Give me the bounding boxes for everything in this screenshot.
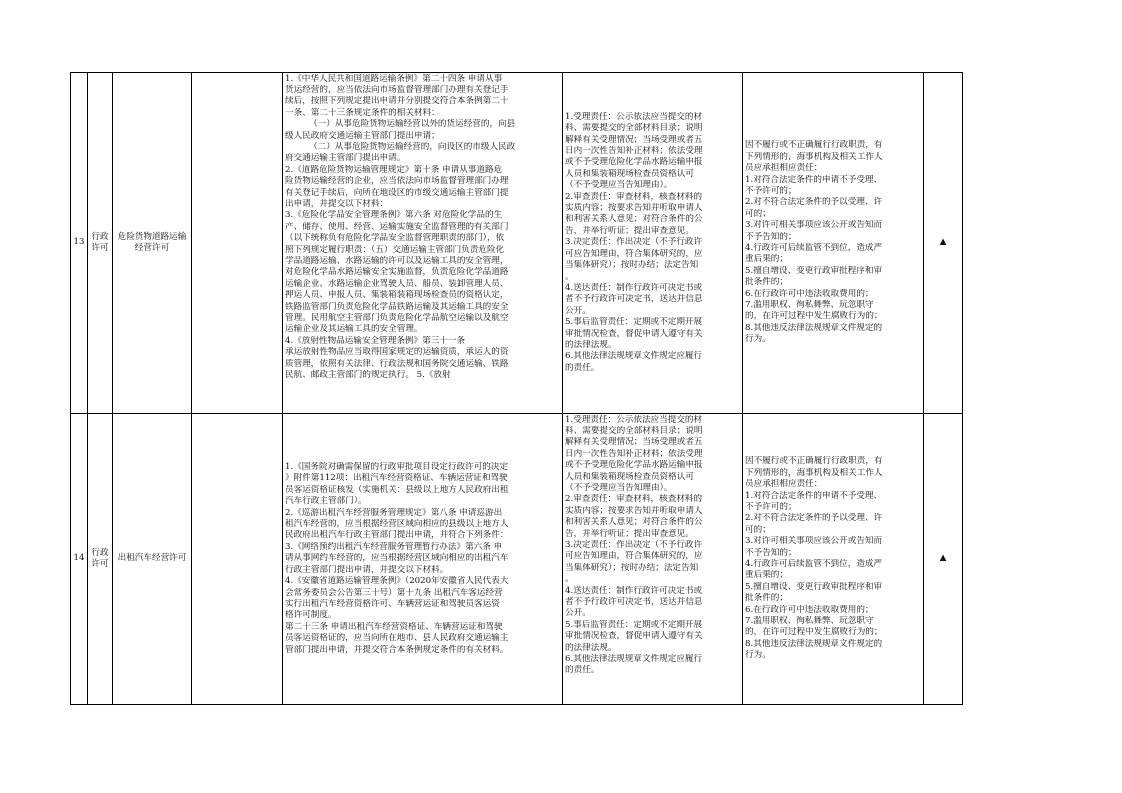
text-line: 员应承担相应责任： [745, 479, 823, 490]
text-line: 8.其他违反法律法规规章文件规定的 [745, 322, 883, 333]
text-line: 实行出租汽车经营资格许可、车辆营运证和驾驶员客运资 [285, 598, 500, 609]
text-line: 告，并举行听证；提出审查意见。 [565, 225, 694, 236]
permit-name: 出租汽车经营许可 [113, 414, 192, 705]
text-line: （以下统称负有危险化学品安全监督管理职责的部门），依 [285, 233, 505, 244]
text-line: 人员和集装箱现场检查员资格认可 [565, 168, 694, 179]
text-line: 运输企业、水路运输企业驾驶人员、船员、装卸管理人员、 [285, 278, 509, 289]
empty-cell [192, 414, 283, 705]
text-line: 重后果的； [745, 570, 788, 581]
accountability-lines [745, 140, 921, 345]
text-line: 1.《中华人民共和国道路运输条例》第二十四条 申请从事 [285, 73, 503, 84]
text-line: 1.受理责任：公示依法应当提交的材 [565, 414, 703, 425]
text-line: 公开。 [565, 608, 591, 619]
accountability-lines [745, 456, 921, 661]
text-line: 3.《网络预约出租汽车经营服务管理暂行办法》第六条 申 [285, 541, 503, 552]
permit-name: 危险货物道路运输经营许可 [113, 73, 192, 414]
text-line: 的，在许可过程中发生腐败行为的； [745, 311, 883, 322]
text-line: 押运人员、申报人员、集装箱装箱现场检查员的资格认定， [285, 290, 509, 301]
text-line: 照下列规定履行职责：（五）交通运输主管部门负责危险化 [285, 244, 505, 255]
text-line: 4.行政许可后续监管不到位，造成严 [745, 559, 883, 569]
text-line: 险货物运输经营的企业，应当依法向市场监督管理部门办理 [285, 176, 509, 187]
responsibility-items [563, 414, 743, 705]
text-line: 管部门提出申请，并提交符合本条例规定条件的有关材料。 [285, 644, 509, 655]
text-line: 格许可制度。 [285, 610, 337, 621]
table-row [71, 73, 963, 414]
accountability-items [743, 414, 924, 705]
text-line: 有关登记手续后，向所在地设区的市级交通运输主管部门提 [285, 187, 509, 198]
text-line: 日内一次性告知补正材料；依法受理 [565, 146, 703, 157]
legal-basis [283, 414, 563, 705]
text-line: 租汽车经营的，应当根据经营区域向相应的县级以上地方人 [285, 519, 509, 530]
text-line: 者不予行政许可决定书，送达并信息 [565, 597, 703, 607]
text-line: 不予告知的； [745, 547, 797, 558]
triangle-mark-icon: ▲ [924, 414, 963, 705]
text-line: 6.在行政许可中违法收取费用的； [745, 604, 874, 615]
permit-type: 行政许可 [88, 73, 113, 414]
text-line: 3.决定责任：作出决定（不予行政许 [565, 237, 703, 248]
legal-basis [283, 73, 563, 414]
text-line: 人员和集装箱现场检查员资格认可 [565, 471, 694, 482]
text-line: 民航、邮政主管部门的规定执行。 5.《放射 [285, 370, 451, 381]
text-line: 因不履行或不正确履行行政职责，有 [745, 456, 883, 467]
legal-basis-lines [285, 74, 560, 413]
text-line: 可应告知理由，符合集体研究的，应 [565, 248, 703, 259]
text-line: 续后，按照下列规定提出申请并分别提交符合本条例第二十 [285, 96, 509, 107]
text-line: 府交通运输主管部门提出申请。 [285, 153, 406, 164]
text-line: 2.《道路危险货物运输管理规定》第十条 申请从事道路危 [285, 164, 503, 175]
text-line: 重后果的； [745, 254, 788, 265]
text-line: 员应承担相应责任： [745, 163, 823, 174]
text-line: 级人民政府交通运输主管部门提出申请； [285, 130, 440, 141]
text-line: 告，并举行听证；提出审查意见。 [565, 528, 694, 539]
row-number: 14 [71, 414, 88, 705]
text-line: 学品道路运输、水路运输的许可以及运输工具的安全管理， [285, 256, 509, 266]
table-row [71, 414, 963, 705]
text-line: 批条件的； [745, 593, 788, 604]
text-line: 行政主管部门提出申请，并提交以下材料。 [285, 564, 449, 575]
text-line: 。 [565, 574, 574, 585]
text-line: 或不予受理危险化学品水路运输申报 [565, 460, 703, 471]
text-line: 一条、第二十三条规定条件的相关材料： [285, 107, 440, 118]
text-line: 5.擅自增设、变更行政审批程序和审 [745, 265, 883, 276]
empty-cell [192, 73, 283, 414]
text-line: 可的； [745, 208, 771, 219]
text-line: 料、需要提交的全部材料目录；说明 [565, 425, 703, 436]
text-line: 可的； [745, 524, 771, 535]
text-line: 3.决定责任：作出决定（不予行政许 [565, 539, 703, 550]
text-line: 汽车行政主管部门）。 [285, 496, 367, 507]
text-line: 1.对符合法定条件的申请不予受理、 [745, 174, 883, 185]
text-line: 员客运资格证的，应当向所在地市、县人民政府交通运输主 [285, 633, 509, 644]
text-line: 行为。 [745, 650, 771, 661]
text-line: 和利害关系人意见；对符合条件的公 [565, 517, 703, 528]
text-line: 不予许可的； [745, 501, 797, 512]
text-line: 4.行政许可后续监管不到位，造成严 [745, 243, 883, 253]
text-line: 行为。 [745, 334, 771, 345]
text-line: 8.其他违反法律法规规章文件规定的 [745, 638, 883, 649]
text-line: 或不予受理危险化学品水路运输申报 [565, 157, 703, 168]
text-line: 1.受理责任：公示依法应当提交的材 [565, 111, 703, 122]
text-line: 者不予行政许可决定书，送达并信息 [565, 294, 703, 305]
permit-type: 行政许可 [88, 414, 113, 705]
text-line: 审批情况检查，督促申请人遵守有关 [565, 328, 703, 339]
triangle-mark-icon: ▲ [924, 73, 963, 414]
text-line: 员客运资格证核发（实施机关：县级以上地方人民政府出租 [285, 484, 509, 495]
text-line: 实质内容；按要求告知并听取申请人 [565, 203, 703, 214]
responsibility-lines [565, 415, 740, 704]
text-line: （不予受理应当告知理由）。 [565, 180, 673, 191]
text-line: 的法律法规。 [565, 642, 617, 653]
text-line: 3.对许可相关事项应该公开或告知而 [745, 220, 883, 231]
responsibility-items [563, 73, 743, 414]
text-line: 产、储存、使用、经营、运输实施安全监督管理的有关部门 [285, 221, 509, 232]
text-line: 和利害关系人意见；对符合条件的公 [565, 214, 703, 225]
row-number: 13 [71, 73, 88, 414]
text-line: 的法律法规。 [565, 339, 617, 350]
text-line: 下列情形的，海事机构及相关工作人 [745, 151, 883, 162]
text-line: 实质内容；按要求告知并听取申请人 [565, 505, 703, 516]
text-line: 出申请，并提交以下材料： [285, 198, 389, 209]
text-line: 料、需要提交的全部材料目录；说明 [565, 123, 703, 134]
text-line: 3.对许可相关事项应该公开或告知而 [745, 536, 883, 547]
text-line: 4.《放射性物品运输安全管理条例》第三十一条 [285, 335, 466, 346]
responsibility-lines [565, 112, 740, 374]
text-line: 7.滥用职权、徇私舞弊、玩忽职守 [745, 300, 874, 311]
text-line: 因不履行或不正确履行行政职责，有 [745, 140, 883, 151]
text-line: 2.对不符合法定条件的予以受理、许 [745, 197, 883, 208]
text-line: （不予受理应当告知理由）。 [565, 482, 673, 493]
text-line: 5.事后监管责任：定期或不定期开展 [565, 317, 703, 328]
text-line: 当集体研究）；按时办结；法定告知 [565, 260, 699, 271]
text-line: 。 [565, 271, 574, 282]
text-line: 请从事网约车经营的，应当根据经营区域向相应的出租汽车 [285, 553, 509, 564]
text-line: 审批情况检查，督促申请人遵守有关 [565, 631, 703, 642]
text-line: 1.对符合法定条件的申请不予受理、 [745, 490, 883, 501]
text-line: 》附件第112项：出租汽车经营资格证、车辆运营证和驾驶 [285, 473, 508, 484]
text-line: 1.《国务院对确需保留的行政审批项目设定行政许可的决定 [285, 462, 509, 473]
text-line: 会常务委员会公告第三十号）第十九条 出租汽车客运经营 [285, 587, 503, 598]
text-line: 解释有关受理情况；当场受理或者五 [565, 134, 703, 145]
text-line: 公开。 [565, 305, 591, 316]
text-line: 不予告知的； [745, 231, 797, 242]
text-line: 第二十三条 申请出租汽车经营资格证、车辆营运证和驾驶 [285, 621, 503, 632]
text-line: 民政府出租汽车行政主管部门提出申请，并符合下列条件： [285, 530, 509, 541]
text-line: 解释有关受理情况；当场受理或者五 [565, 437, 703, 448]
text-line: 2.《巡游出租汽车经营服务管理规定》第八条 申请巡游出 [285, 507, 503, 518]
text-line: 6.其他法律法规规章文件规定应履行 [565, 351, 703, 362]
text-line: 4.《安徽省道路运输管理条例》（2020年安徽省人民代表大 [285, 576, 509, 587]
text-line: 的，在许可过程中发生腐败行为的； [745, 627, 883, 638]
accountability-items [743, 73, 924, 414]
text-line: 可应告知理由，符合集体研究的，应 [565, 551, 703, 562]
permit-table [70, 72, 963, 705]
text-line: （二）从事危险货物运输经营的，向设区的市级人民政 [309, 141, 516, 152]
text-line: 当集体研究）；按时办结；法定告知 [565, 562, 699, 573]
text-line: 7.滥用职权、徇私舞弊、玩忽职守 [745, 616, 874, 627]
text-line: 质管理，依照有关法律、行政法规和国务院交通运输、铁路 [285, 358, 509, 369]
text-line: 下列情形的，海事机构及相关工作人 [745, 467, 883, 478]
text-line: 5.事后监管责任：定期或不定期开展 [565, 619, 703, 630]
text-line: 对危险化学品水路运输安全实施监督，负责危险化学品道路 [285, 267, 509, 278]
text-line: 批条件的； [745, 277, 788, 288]
text-line: 4.送达责任：制作行政许可决定书或 [565, 282, 703, 293]
legal-basis-lines [285, 462, 560, 656]
text-line: 的责任。 [565, 362, 600, 373]
text-line: （一）从事危险货物运输经营以外的货运经营的，向县 [309, 119, 516, 130]
text-line: 3.《危险化学品安全管理条例》第六条 对危险化学品的生 [285, 210, 503, 221]
text-line: 2.审查责任：审查材料，核查材料的 [565, 494, 703, 505]
text-line: 管理。民用航空主管部门负责危险化学品航空运输以及航空 [285, 313, 509, 324]
text-line: 2.对不符合法定条件的予以受理、许 [745, 513, 883, 524]
text-line: 承运放射性物品应当取得国家规定的运输资质，承运人的资 [285, 347, 509, 358]
text-line: 2.审查责任：审查材料，核查材料的 [565, 191, 703, 202]
text-line: 6.在行政许可中违法收取费用的； [745, 288, 874, 299]
text-line: 4.送达责任：制作行政许可决定书或 [565, 585, 703, 596]
text-line: 不予许可的； [745, 185, 797, 196]
text-line: 货运经营的，应当依法向市场监督管理部门办理有关登记手 [285, 84, 509, 95]
text-line: 日内一次性告知补正材料；依法受理 [565, 448, 703, 459]
text-line: 6.其他法律法规规章文件规定应履行 [565, 654, 703, 665]
text-line: 的责任。 [565, 665, 600, 676]
text-line: 运输企业及其运输工具的安全管理。 [285, 324, 423, 335]
text-line: 铁路监管部门负责危险化学品铁路运输及其运输工具的安全 [285, 301, 509, 312]
text-line: 5.擅自增设、变更行政审批程序和审 [745, 581, 883, 592]
